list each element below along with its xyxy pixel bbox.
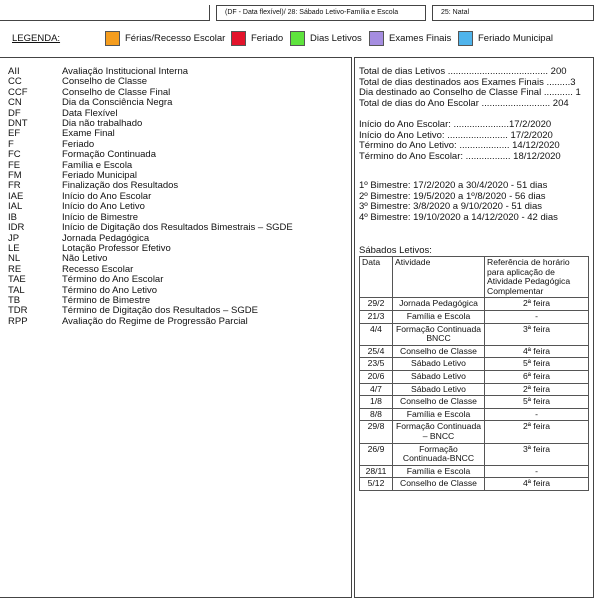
abbreviation-code: LE: [8, 242, 20, 254]
header-left-cell: [0, 5, 210, 21]
abbreviation-row: [8, 98, 293, 108]
abbreviation-code: DF: [8, 107, 21, 119]
abbreviation-description: Jornada Pedagógica: [62, 232, 150, 244]
table-row: [360, 421, 589, 443]
abbreviation-code: FM: [8, 170, 22, 182]
termino-ano-letivo: Término do Ano Letivo: ................... 14/12/2020: [359, 140, 560, 152]
cell-referencia: 4ª feira: [485, 478, 589, 491]
table-row: [360, 310, 589, 323]
cell-atividade: Formação Continuada – BNCC: [393, 421, 485, 443]
abbreviation-row: [8, 192, 293, 202]
legend-item-exames-finais: [369, 30, 451, 46]
bimestres-block: [359, 181, 558, 223]
legend-swatch-blue: [458, 31, 473, 46]
cell-atividade: Família e Escola: [393, 310, 485, 323]
abbreviation-code: TDR: [8, 305, 28, 317]
header-atividade: Atividade: [393, 257, 485, 298]
abbreviation-description: Início do Ano Letivo: [62, 201, 145, 213]
cell-data: 28/11: [360, 465, 393, 478]
table-row: [360, 370, 589, 383]
legend-item-label: Dias Letivos: [310, 32, 362, 44]
cell-referencia: -: [485, 310, 589, 323]
cell-referencia: 5ª feira: [485, 396, 589, 409]
total-dias-letivos: Total de dias Letivos ...................................... 200: [359, 66, 567, 77]
abbreviation-description: Data Flexível: [62, 107, 118, 119]
cell-atividade: Sábado Letivo: [393, 370, 485, 383]
sabados-table: [359, 256, 589, 491]
cell-data: 5/12: [360, 478, 393, 491]
bimestre-2: 2º Bimestre: 19/5/2020 a 1º/8/2020 - 56 dias: [359, 190, 546, 202]
sabados-title: Sábados Letivos:: [359, 245, 432, 256]
total-exames-finais: Total de dias destinados aos Exames Finais .........3: [359, 76, 576, 88]
table-header-row: [360, 257, 589, 298]
legend-item-feriado-municipal: [458, 30, 553, 46]
cell-data: 29/8: [360, 421, 393, 443]
cell-data: 8/8: [360, 408, 393, 421]
legend-item-label: Exames Finais: [389, 32, 452, 44]
legend-label: LEGENDA:: [12, 33, 61, 44]
legend-swatch-purple: [369, 31, 384, 46]
cell-data: 1/8: [360, 396, 393, 409]
abbreviation-row: [8, 286, 293, 296]
cell-data: 21/3: [360, 310, 393, 323]
cell-data: 23/5: [360, 358, 393, 371]
legend-item-label: Férias/Recesso Escolar: [125, 32, 226, 44]
total-dias-ano-escolar: Total de dias do Ano Escolar .......................... 204: [359, 97, 569, 109]
sabados-table-body: [360, 298, 589, 491]
abbreviation-description: Feriado: [62, 138, 95, 150]
abbreviation-description: Exame Final: [62, 128, 115, 140]
abbreviation-description: Avaliação do Regime de Progressão Parcial: [62, 315, 248, 327]
cell-atividade: Sábado Letivo: [393, 358, 485, 371]
abbreviation-description: Não Letivo: [62, 253, 108, 265]
header-right-cell: 25: Natal: [432, 5, 594, 21]
legend-item-feriado: [231, 30, 283, 46]
abbreviation-description: Avaliação Institucional Interna: [62, 66, 189, 77]
dia-conselho-classe-final: Dia destinado ao Conselho de Classe Final ........... 1: [359, 87, 581, 99]
dates-block: [359, 120, 561, 162]
legend-swatch-green: [290, 31, 305, 46]
cell-referencia: -: [485, 465, 589, 478]
cell-atividade: Família e Escola: [393, 408, 485, 421]
abbreviation-description: Término de Digitação dos Resultados – SGDE: [62, 305, 258, 317]
table-row: [360, 478, 589, 491]
abbreviation-code: IDR: [8, 222, 25, 234]
abbreviation-description: Conselho de Classe Final: [62, 86, 171, 98]
abbreviation-description: Término do Ano Escolar: [62, 274, 164, 286]
abbreviation-code: CN: [8, 97, 22, 109]
bimestre-4: 4º Bimestre: 19/10/2020 a 14/12/2020 - 42 dias: [359, 211, 558, 223]
inicio-ano-letivo: Início do Ano Letivo: ....................... 17/2/2020: [359, 129, 553, 141]
abbreviation-row: [8, 202, 293, 212]
abbreviation-code: FC: [8, 149, 21, 161]
abbreviation-description: Finalização dos Resultados: [62, 180, 179, 192]
table-row: [360, 323, 589, 345]
abbreviation-description: Início de Digitação dos Resultados Bimestrais – SGDE: [62, 222, 293, 234]
abbreviation-row: [8, 109, 293, 119]
abbreviation-row: [8, 244, 293, 254]
abbreviation-code: CCF: [8, 86, 28, 98]
abbreviation-row: [8, 67, 293, 77]
termino-ano-escolar: Término do Ano Escolar: ................. 18/12/2020: [359, 150, 561, 162]
totals-block: [359, 67, 581, 109]
legend-item-ferias: [105, 30, 225, 46]
cell-data: 4/7: [360, 383, 393, 396]
bimestre-1: 1º Bimestre: 17/2/2020 a 30/4/2020 - 51 dias: [359, 180, 548, 191]
abbreviation-description: Dia não trabalhado: [62, 118, 143, 130]
cell-referencia: 3ª feira: [485, 443, 589, 465]
table-row: [360, 383, 589, 396]
table-row: [360, 408, 589, 421]
abbreviation-description: Família e Escola: [62, 159, 133, 171]
cell-atividade: Conselho de Classe: [393, 396, 485, 409]
abbreviation-description: Término de Bimestre: [62, 294, 151, 306]
abbreviation-code: IAE: [8, 190, 24, 202]
cell-data: 26/9: [360, 443, 393, 465]
legend: [0, 28, 600, 50]
legend-item-dias-letivos: [290, 30, 362, 46]
abbreviation-code: FE: [8, 159, 21, 171]
abbreviation-description: Término do Ano Letivo: [62, 284, 158, 296]
cell-referencia: 2ª feira: [485, 421, 589, 443]
abbreviation-description: Feriado Municipal: [62, 170, 137, 182]
cell-data: 4/4: [360, 323, 393, 345]
abbreviation-description: Lotação Professor Efetivo: [62, 242, 171, 254]
summary-panel: [354, 57, 594, 598]
abbreviation-code: RPP: [8, 315, 28, 327]
abbreviation-description: Início de Bimestre: [62, 211, 139, 223]
table-row: [360, 396, 589, 409]
abbreviation-description: Recesso Escolar: [62, 263, 134, 275]
cell-data: 25/4: [360, 345, 393, 358]
cell-referencia: 6ª feira: [485, 370, 589, 383]
cell-atividade: Sábado Letivo: [393, 383, 485, 396]
table-row: [360, 443, 589, 465]
abbreviation-code: FR: [8, 180, 21, 192]
abbreviation-row: [8, 275, 293, 285]
cell-referencia: 3ª feira: [485, 323, 589, 345]
abbreviation-code: JP: [8, 232, 20, 244]
cell-atividade: Jornada Pedagógica: [393, 298, 485, 311]
header-data: Data: [360, 257, 393, 298]
abbreviation-code: AII: [8, 66, 20, 77]
table-row: [360, 358, 589, 371]
bimestre-3: 3º Bimestre: 3/8/2020 a 9/10/2020 - 51 dias: [359, 201, 543, 213]
abbreviation-code: NL: [8, 253, 21, 265]
abbreviation-code: DNT: [8, 118, 28, 130]
abbreviation-code: TB: [8, 294, 21, 306]
abbreviations-panel: [0, 57, 352, 598]
abbreviation-row: [8, 161, 293, 171]
cell-atividade: Formação Continuada BNCC: [393, 323, 485, 345]
inicio-ano-escolar: Início do Ano Escolar: .....................17/2/2020: [359, 119, 552, 130]
cell-referencia: 4ª feira: [485, 345, 589, 358]
abbreviation-code: CC: [8, 76, 22, 88]
abbreviation-code: IB: [8, 211, 17, 223]
header-referencia: Referência de horário para aplicação de Atividade Pedagógica Complementar: [485, 257, 589, 298]
abbreviation-list: [8, 67, 293, 327]
abbreviation-description: Início do Ano Escolar: [62, 190, 152, 202]
table-row: [360, 298, 589, 311]
legend-swatch-red: [231, 31, 246, 46]
abbreviation-code: RE: [8, 263, 22, 275]
abbreviation-code: F: [8, 138, 14, 150]
cell-data: 29/2: [360, 298, 393, 311]
abbreviation-description: Formação Continuada: [62, 149, 156, 161]
abbreviation-row: [8, 254, 293, 264]
abbreviation-row: [8, 119, 293, 129]
cell-referencia: 5ª feira: [485, 358, 589, 371]
table-row: [360, 465, 589, 478]
legend-item-label: Feriado Municipal: [478, 32, 553, 44]
cell-referencia: 2ª feira: [485, 383, 589, 396]
cell-atividade: Conselho de Classe: [393, 345, 485, 358]
abbreviation-row: [8, 129, 293, 139]
table-row: [360, 345, 589, 358]
cell-referencia: -: [485, 408, 589, 421]
cell-data: 20/6: [360, 370, 393, 383]
abbreviation-code: IAL: [8, 201, 23, 213]
header-middle-cell: (DF - Data flexível)/ 28: Sábado Letivo-Família e Escola: [216, 5, 426, 21]
abbreviation-description: Conselho de Classe: [62, 76, 148, 88]
abbreviation-description: Dia da Consciência Negra: [62, 97, 173, 109]
abbreviation-code: TAL: [8, 284, 25, 296]
abbreviation-row: [8, 317, 293, 327]
cell-atividade: Família e Escola: [393, 465, 485, 478]
abbreviation-row: [8, 223, 293, 233]
legend-swatch-orange: [105, 31, 120, 46]
cell-atividade: Formação Continuada-BNCC: [393, 443, 485, 465]
legend-item-label: Feriado: [251, 32, 284, 44]
abbreviation-code: TAE: [8, 274, 26, 286]
cell-referencia: 2ª feira: [485, 298, 589, 311]
abbreviation-row: [8, 150, 293, 160]
cell-atividade: Conselho de Classe: [393, 478, 485, 491]
abbreviation-code: EF: [8, 128, 21, 140]
